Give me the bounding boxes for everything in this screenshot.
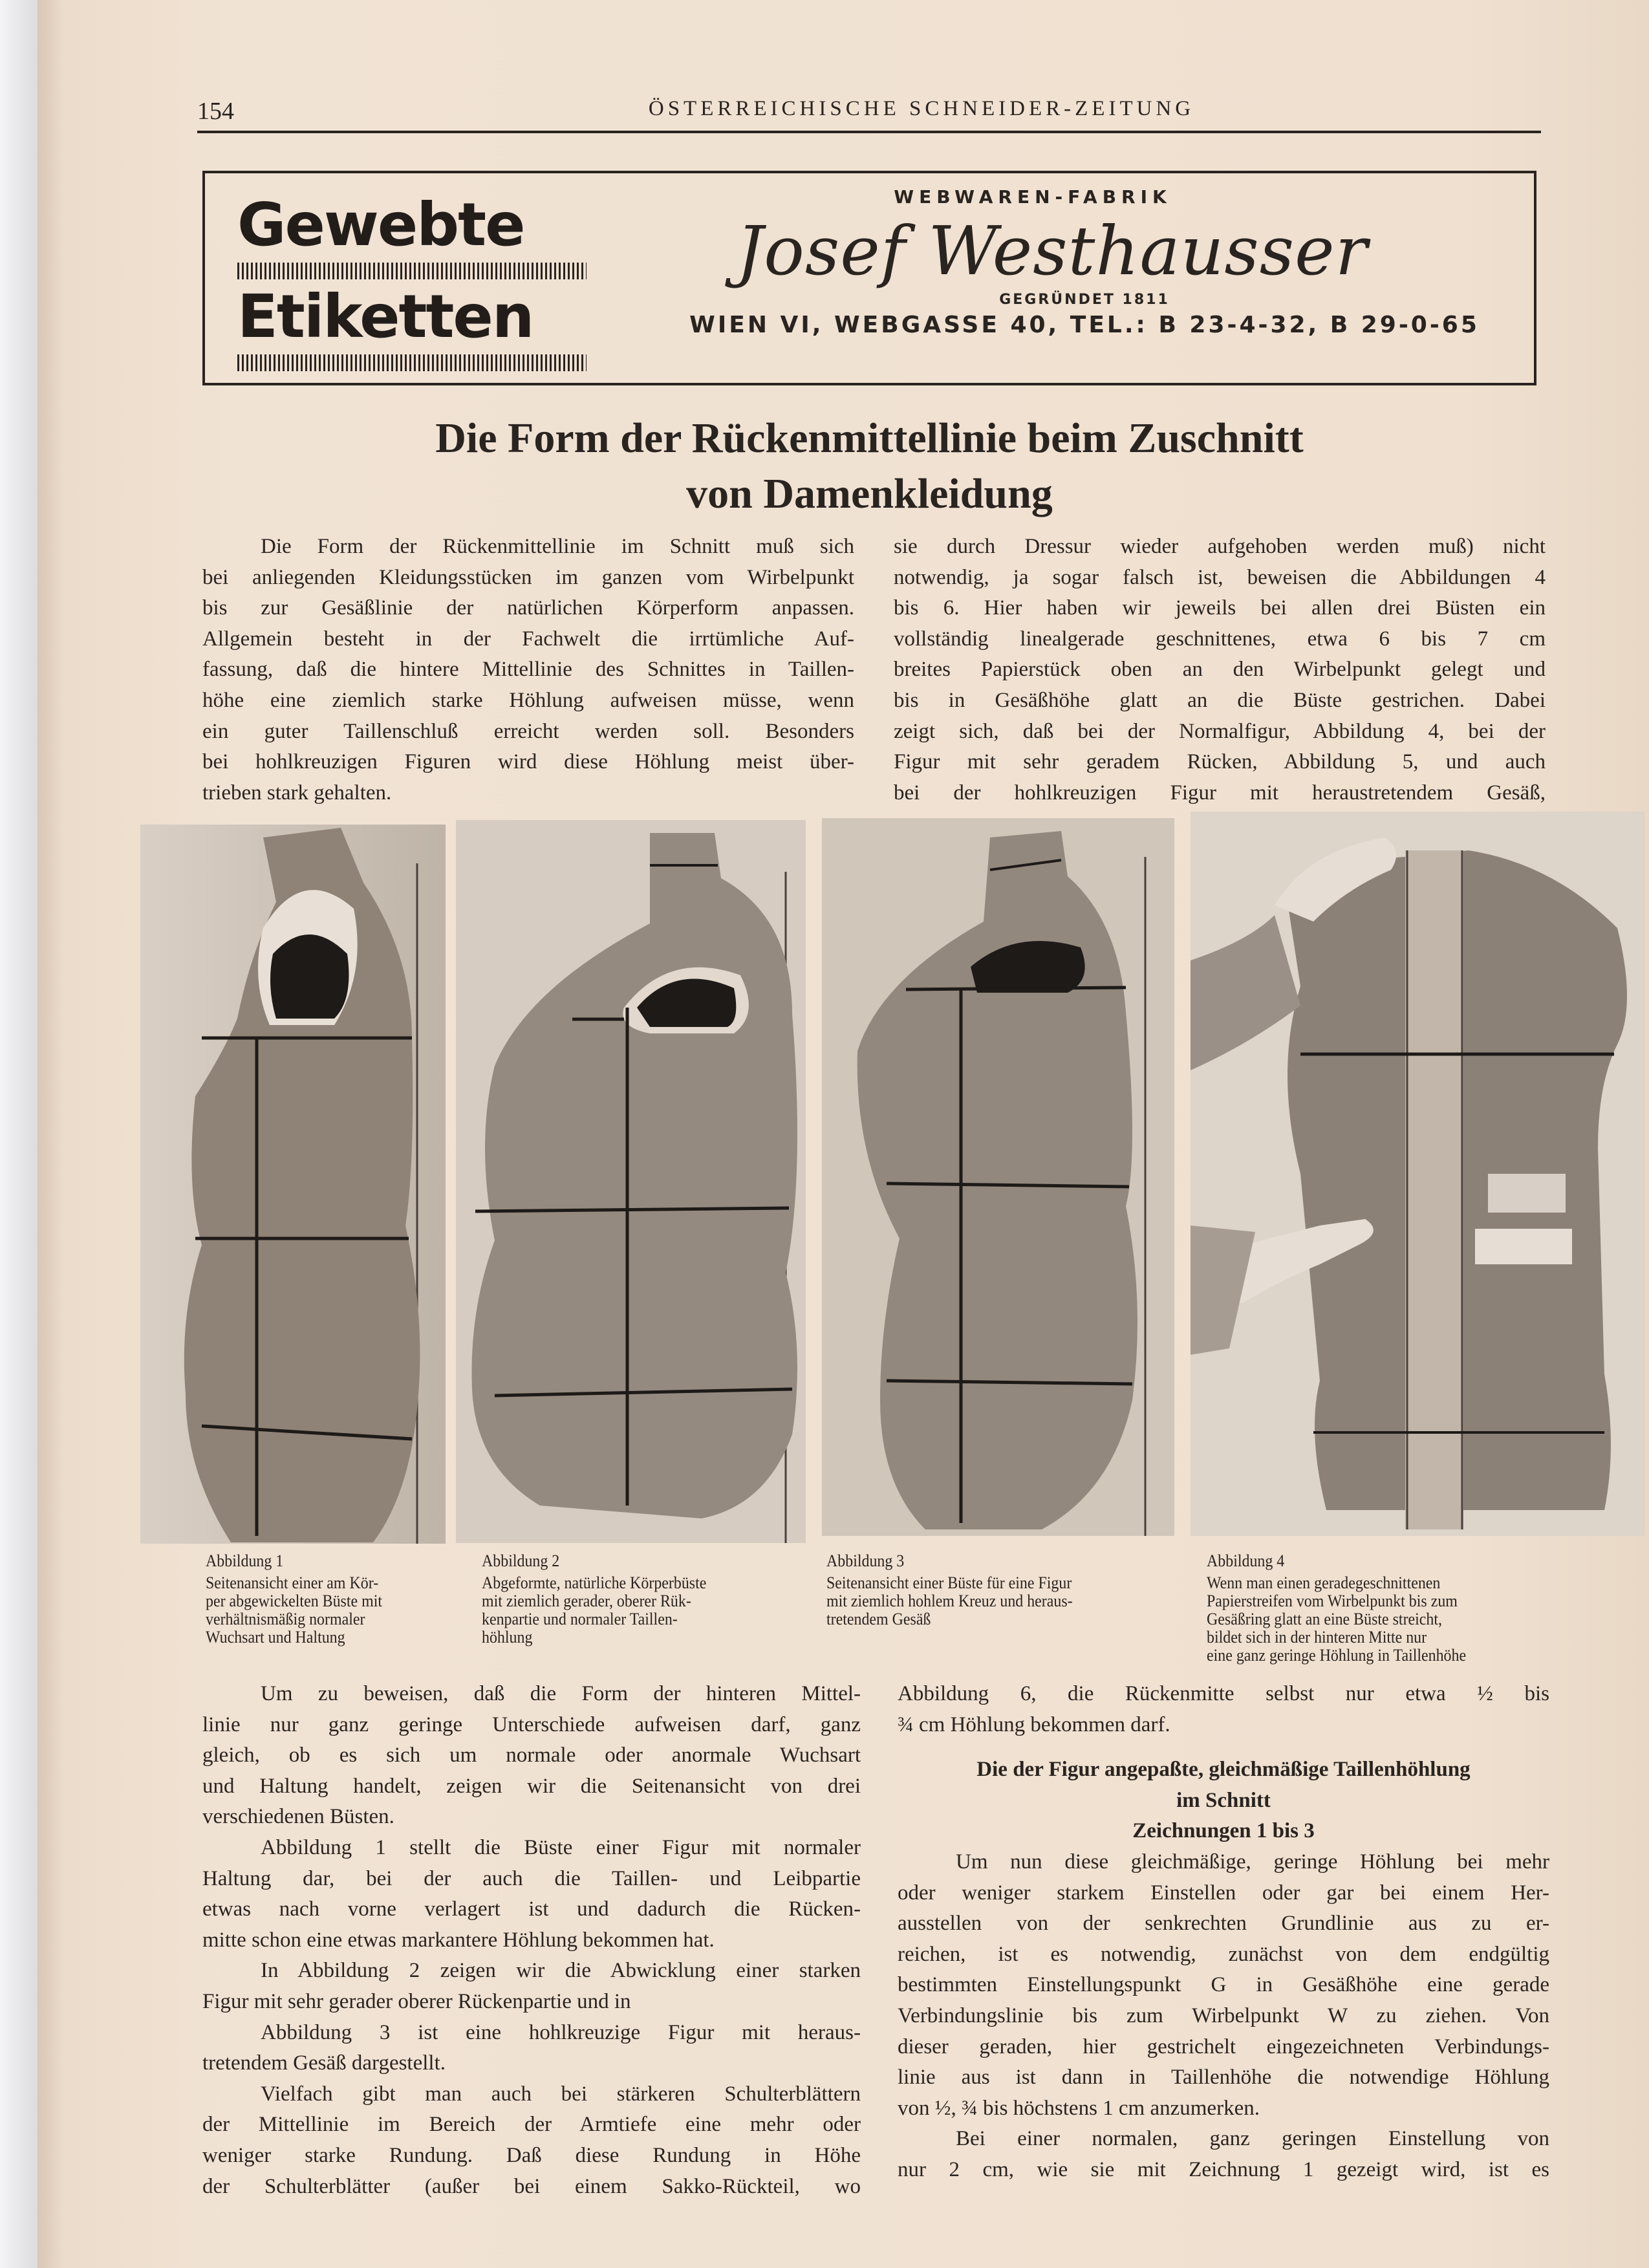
figure-caption-4 (1207, 1552, 1540, 1665)
ad-address: WIEN VI, WEBGASSE 40, TEL.: B 23-4-32, B 29-0-65 (689, 312, 1480, 338)
figure-caption-line: per abgewickelten Büste mit (206, 1592, 383, 1610)
text-line: bis in Gesäßhöhe glatt an die Büste gestrichen. Dabei (894, 688, 1546, 712)
text-line: Die Form der Rückenmittellinie im Schnitt muß sich (261, 535, 854, 558)
text-line: gleich, ob es sich um normale oder anormale Wuchsart (202, 1744, 861, 1767)
figure-caption-line: mit ziemlich hohlem Kreuz und heraus- (826, 1592, 1073, 1610)
figure-label: Abbildung 4 (1207, 1551, 1285, 1570)
text-line: Zeichnungen 1 bis 3 (1132, 1819, 1315, 1843)
figure-caption-line: Abgeformte, natürliche Körperbüste (482, 1573, 707, 1592)
text-line: vollständig linealgerade geschnittenes, etwa 6 bis 7 cm (894, 627, 1546, 651)
text-line: weniger starke Rundung. Daß diese Rundung in Höhe (202, 2143, 861, 2167)
scan-margin (0, 0, 38, 2268)
figure-caption-line: Papierstreifen vom Wirbelpunkt bis zum (1207, 1592, 1458, 1610)
figure-label: Abbildung 2 (482, 1551, 560, 1570)
text-line: Verbindungslinie bis zum Wirbelpunkt W zu ziehen. Von (898, 2003, 1549, 2027)
article-title-line: Die Form der Rückenmittellinie beim Zuschnitt (435, 415, 1304, 462)
column-bottom-right (898, 1679, 1549, 2186)
ad-company-type: WEBWAREN-FABRIK (894, 186, 1172, 208)
figure-caption-line: kenpartie und normaler Taillen- (482, 1610, 678, 1628)
text-line: sie durch Dressur wieder aufgehoben werden muß) nicht (894, 535, 1546, 558)
text-line: bei anliegenden Kleidungsstücken im ganzen vom Wirbelpunkt (202, 565, 854, 589)
ad-word-etiketten: Etiketten (237, 282, 534, 351)
text-line: tretendem Gesäß dargestellt. (202, 2051, 446, 2075)
text-line: Figur mit sehr geradem Rücken, Abbildung 5, und auch (894, 750, 1546, 774)
ad-stripe-divider (237, 263, 587, 279)
column-bottom-left (202, 1679, 861, 2202)
text-line: Um nun diese gleichmäßige, geringe Höhlung bei mehr (956, 1850, 1549, 1874)
photo-abbildung-1 (140, 825, 446, 1544)
text-line: notwendig, ja sogar falsch ist, beweisen die Abbildungen 4 (894, 565, 1546, 589)
text-line: Allgemein besteht in der Fachwelt die irrtümliche Auf- (202, 627, 854, 651)
text-line: linie aus ist dann in Taillenhöhe die notwendige Höhlung (898, 2066, 1549, 2090)
text-line: Um zu beweisen, daß die Form der hinteren Mittel- (261, 1682, 861, 1705)
text-line: dieser geraden, hier gestrichelt eingezeichneten Verbindungs- (898, 2035, 1549, 2058)
text-line: höhe eine ziemlich starke Höhlung aufweisen müsse, wenn (202, 688, 854, 712)
text-line: der Mittellinie im Bereich der Armtiefe eine mehr oder (202, 2113, 861, 2137)
text-line: und Haltung handelt, zeigen wir die Seitenansicht von drei (202, 1774, 861, 1798)
figure-caption-line: verhältnismäßig normaler (206, 1610, 365, 1628)
page-number: 154 (197, 98, 234, 125)
text-line: Abbildung 3 ist eine hohlkreuzige Figur mit heraus- (261, 2020, 861, 2044)
ad-left-block (237, 190, 587, 376)
article-title-line: von Damenkleidung (686, 470, 1053, 517)
figure-caption-1 (206, 1552, 455, 1647)
text-line: Figur mit sehr gerader oberer Rückenpartie und in (202, 1989, 631, 2013)
text-line: trieben stark gehalten. (202, 781, 392, 805)
text-line: linie nur ganz geringe Unterschiede aufweisen darf, ganz (202, 1712, 861, 1736)
text-line: oder weniger starkem Einstellen oder gar bei einem Her- (898, 1881, 1549, 1905)
text-line: ein guter Taillenschluß erreicht werden soll. Besonders (202, 719, 854, 743)
figure-caption-line: bildet sich in der hinteren Mitte nur (1207, 1628, 1427, 1647)
ad-company-name: Josef Westhausser (736, 211, 1368, 290)
column-top-right (894, 532, 1546, 808)
ad-stripe-divider (237, 354, 587, 371)
running-title: ÖSTERREICHISCHE SCHNEIDER-ZEITUNG (648, 97, 1195, 120)
text-line: bis zur Gesäßlinie der natürlichen Körperform anpassen. (202, 596, 854, 620)
text-line: Abbildung 6, die Rückenmitte selbst nur etwa ½ bis (898, 1682, 1549, 1705)
text-line: im Schnitt (1176, 1788, 1271, 1812)
text-line: bestimmten Einstellungspunkt G in Gesäßhöhe eine gerade (898, 1973, 1549, 1997)
text-line: bis 6. Hier haben wir jeweils bei allen drei Büsten ein (894, 596, 1546, 620)
figure-caption-line: mit ziemlich gerader, oberer Rük- (482, 1592, 691, 1610)
ad-word-gewebte: Gewebte (237, 190, 524, 259)
header-rule (197, 131, 1541, 133)
text-line: breites Papierstück oben an den Wirbelpunkt gelegt und (894, 658, 1546, 682)
text-line: bei der hohlkreuzigen Figur mit heraustretendem Gesäß, (894, 781, 1546, 805)
figure-caption-3 (826, 1552, 1148, 1628)
text-line: Abbildung 1 stellt die Büste einer Figur mit normaler (261, 1835, 861, 1859)
figure-caption-line: Seitenansicht einer am Kör- (206, 1573, 379, 1592)
text-line: zeigt sich, daß bei der Normalfigur, Abbildung 4, bei der (894, 719, 1546, 743)
photo-abbildung-2 (456, 820, 806, 1543)
figure-label: Abbildung 1 (206, 1551, 284, 1570)
figure-caption-2 (482, 1552, 779, 1647)
text-line: von ½, ¾ bis höchstens 1 cm anzumerken. (898, 2096, 1260, 2120)
figure-caption-line: Wenn man einen geradegeschnittenen (1207, 1573, 1441, 1592)
text-line: verschiedenen Büsten. (202, 1805, 394, 1829)
text-line: Haltung dar, bei der auch die Taillen- und Leibpartie (202, 1866, 861, 1890)
text-line: nur 2 cm, wie sie mit Zeichnung 1 gezeigt wird, ist es (898, 2157, 1549, 2181)
text-line: bei hohlkreuzigen Figuren wird diese Höhlung meist über- (202, 750, 854, 774)
figure-caption-line: höhlung (482, 1628, 533, 1647)
text-line: ausstellen von der senkrechten Grundlinie aus zu er- (898, 1912, 1549, 1936)
text-line: In Abbildung 2 zeigen wir die Abwicklung einer starken (261, 1959, 861, 1983)
text-line: reichen, ist es notwendig, zunächst von dem endgültig (898, 1942, 1549, 1966)
photo-abbildung-4 (1191, 812, 1644, 1536)
figure-caption-line: Wuchsart und Haltung (206, 1628, 345, 1647)
text-line: der Schulterblätter (außer bei einem Sakko-Rückteil, wo (202, 2174, 861, 2198)
text-line: fassung, daß die hintere Mittellinie des Schnittes in Taillen- (202, 658, 854, 682)
column-top-left (202, 532, 854, 808)
ad-right-block (645, 186, 1524, 338)
text-line: etwas nach vorne verlagert ist und dadurch die Rücken- (202, 1897, 861, 1921)
article-title (202, 411, 1536, 522)
photo-abbildung-3 (822, 818, 1174, 1536)
advertisement (202, 171, 1536, 385)
figure-caption-line: Gesäßring glatt an eine Büste streicht, (1207, 1610, 1443, 1628)
text-line: ¾ cm Höhlung bekommen darf. (898, 1712, 1170, 1736)
figure-label: Abbildung 3 (826, 1551, 905, 1570)
text-line: Die der Figur angepaßte, gleichmäßige Taillenhöhlung (976, 1758, 1471, 1782)
text-line: mitte schon eine etwas markantere Höhlung bekommen hat. (202, 1928, 715, 1952)
text-line: Vielfach gibt man auch bei stärkeren Schulterblättern (261, 2082, 861, 2106)
ad-founded: GEGRÜNDET 1811 (999, 292, 1170, 308)
text-line: Bei einer normalen, ganz geringen Einstellung von (956, 2127, 1549, 2151)
figure-caption-line: Seitenansicht einer Büste für eine Figur (826, 1573, 1072, 1592)
figure-caption-line: tretendem Gesäß (826, 1610, 931, 1628)
figure-caption-line: eine ganz geringe Höhlung in Taillenhöhe (1207, 1646, 1467, 1665)
